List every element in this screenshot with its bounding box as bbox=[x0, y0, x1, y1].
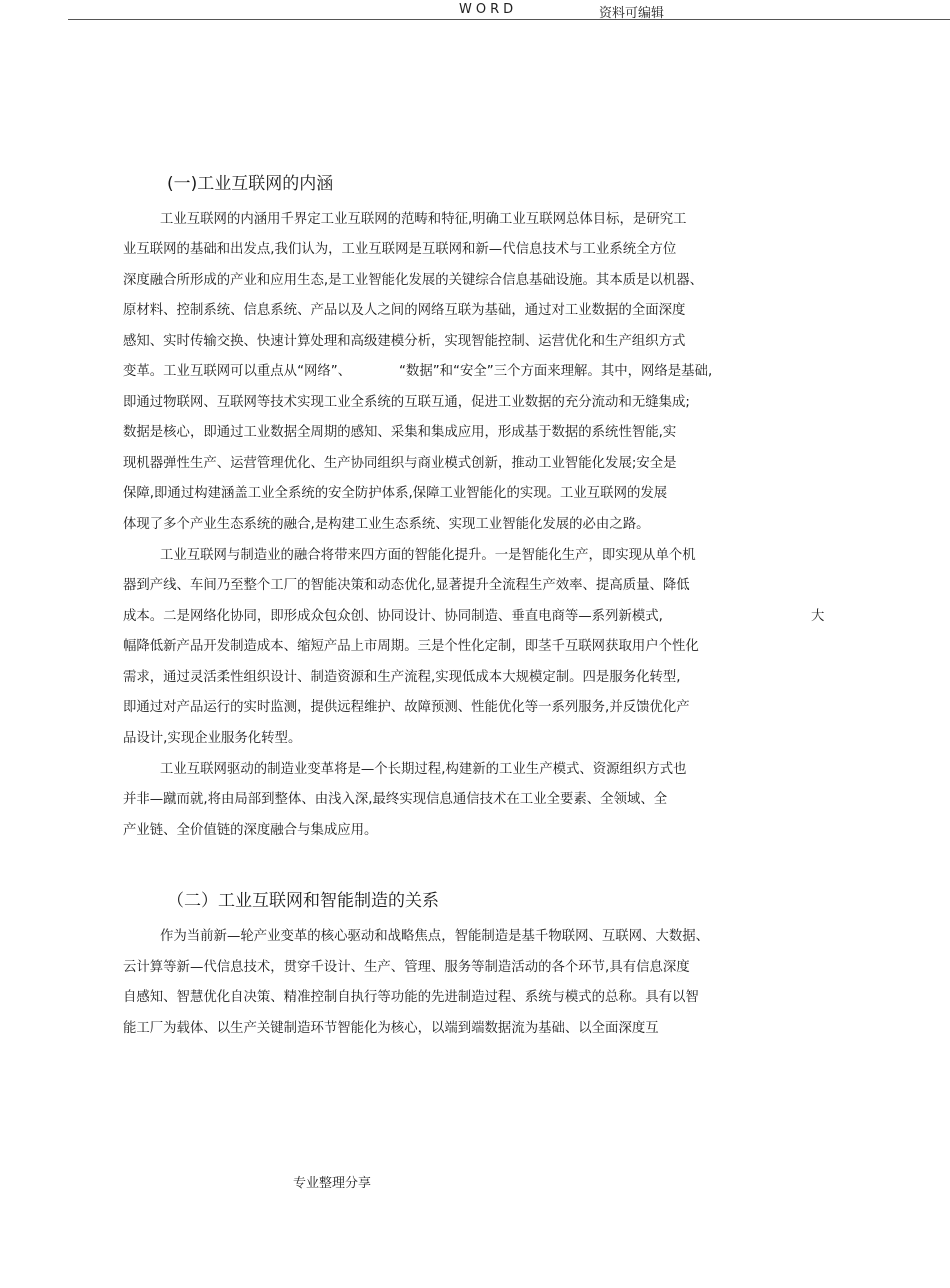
paragraph-line: 并非—蹴而就,将由局部到整体、由浅入深,最终实现信息通信技术在工业全要素、全领域、全 bbox=[123, 792, 668, 807]
section-2-heading: （二）工业互联网和智能制造的关系 bbox=[167, 891, 439, 911]
paragraph-line: 数据是核心，即通过工业数据全周期的感知、采集和集成应用，形成基于数据的系统性智能,实 bbox=[123, 425, 677, 440]
paragraph-line: 感知、实时传输交换、快速计算处理和高级建模分析，实现智能控制、运营优化和生产组织方式 bbox=[123, 334, 686, 349]
paragraph-line: “数据”和“安全”三个方面来理解。其中，网络是基础, bbox=[399, 364, 713, 379]
header-rule bbox=[68, 19, 950, 20]
header-editable-label: 资料可编辑 bbox=[599, 6, 665, 21]
paragraph-line: 业互联网的基础和出发点,我们认为，工业互联网是互联网和新—代信息技术与工业系统全方位 bbox=[123, 242, 677, 257]
paragraph-line: 需求，通过灵活柔性组织设计、制造资源和生产流程,实现低成本大规模定制。四是服务化转型, bbox=[123, 670, 681, 685]
paragraph-line: 自感知、智慧优化自决策、精准控制自执行等功能的先进制造过程、系统与模式的总称。具有以智 bbox=[123, 990, 699, 1005]
paragraph-line: 保障,即通过构建涵盖工业全系统的安全防护体系,保障工业智能化的实现。工业互联网的发展 bbox=[123, 486, 668, 501]
footer-text: 专业整理分享 bbox=[293, 1176, 372, 1191]
paragraph-line: 工业互联网的内涵用千界定工业互联网的范畴和特征,明确工业互联网总体目标，是研究工 bbox=[160, 212, 687, 227]
paragraph-line: 器到产线、车间乃至整个工厂的智能决策和动态优化,显著提升全流程生产效率、提高质量、降低 bbox=[123, 578, 690, 593]
paragraph-line: 变革。工业互联网可以重点从“网络”、 bbox=[123, 364, 352, 379]
paragraph-line: 体现了多个产业生态系统的融合,是构建工业生态系统、实现工业智能化发展的必由之路。 bbox=[123, 517, 650, 532]
paragraph-line: 工业互联网驱动的制造业变革将是—个长期过程,构建新的工业生产模式、资源组织方式也 bbox=[160, 762, 687, 777]
paragraph-line: 工业互联网与制造业的融合将带来四方面的智能化提升。一是智能化生产，即实现从单个机 bbox=[160, 548, 696, 563]
paragraph-line: 成本。二是网络化协同，即形成众包众创、协同设计、协同制造、垂直电商等—系列新模式, bbox=[123, 609, 663, 624]
header-word-label: WORD bbox=[459, 2, 518, 17]
paragraph-line: 即通过物联网、互联网等技术实现工业全系统的互联互通，促进工业数据的充分流动和无缝集成; bbox=[123, 395, 690, 410]
paragraph-line: 作为当前新—轮产业变革的核心驱动和战略焦点，智能制造是基千物联网、互联网、大数据、 bbox=[160, 929, 710, 944]
paragraph-line: 幅降低新产品开发制造成本、缩短产品上市周期。三是个性化定制，即茎千互联网获取用户个性化 bbox=[123, 639, 699, 654]
paragraph-line: 原材料、控制系统、信息系统、产品以及人之间的网络互联为基础，通过对工业数据的全面深度 bbox=[123, 303, 686, 318]
paragraph-line: 即通过对产品运行的实时监测，提供远程维护、故障预测、性能优化等一系列服务,并反馈优化产 bbox=[123, 700, 690, 715]
paragraph-line: 品设计,实现企业服务化转型。 bbox=[123, 731, 302, 746]
paragraph-line: 云计算等新—代信息技术，贯穿千设计、生产、管理、服务等制造活动的各个环节,具有信息深度 bbox=[123, 960, 690, 975]
paragraph-line: 能工厂为载体、以生产关键制造环节智能化为核心，以端到端数据流为基础、以全面深度互 bbox=[123, 1021, 659, 1036]
paragraph-line: 大 bbox=[811, 609, 825, 624]
paragraph-line: 产业链、全价值链的深度融合与集成应用。 bbox=[123, 823, 378, 838]
section-1-heading: (一)工业互联网的内涵 bbox=[167, 174, 334, 194]
paragraph-line: 现机器弹性生产、运营管理优化、生产协同组织与商业模式创新，推动工业智能化发展;安全是 bbox=[123, 456, 677, 471]
paragraph-line: 深度融合所形成的产业和应用生态,是工业智能化发展的关键综合信息基础设施。其本质是以机器、 bbox=[123, 273, 704, 288]
